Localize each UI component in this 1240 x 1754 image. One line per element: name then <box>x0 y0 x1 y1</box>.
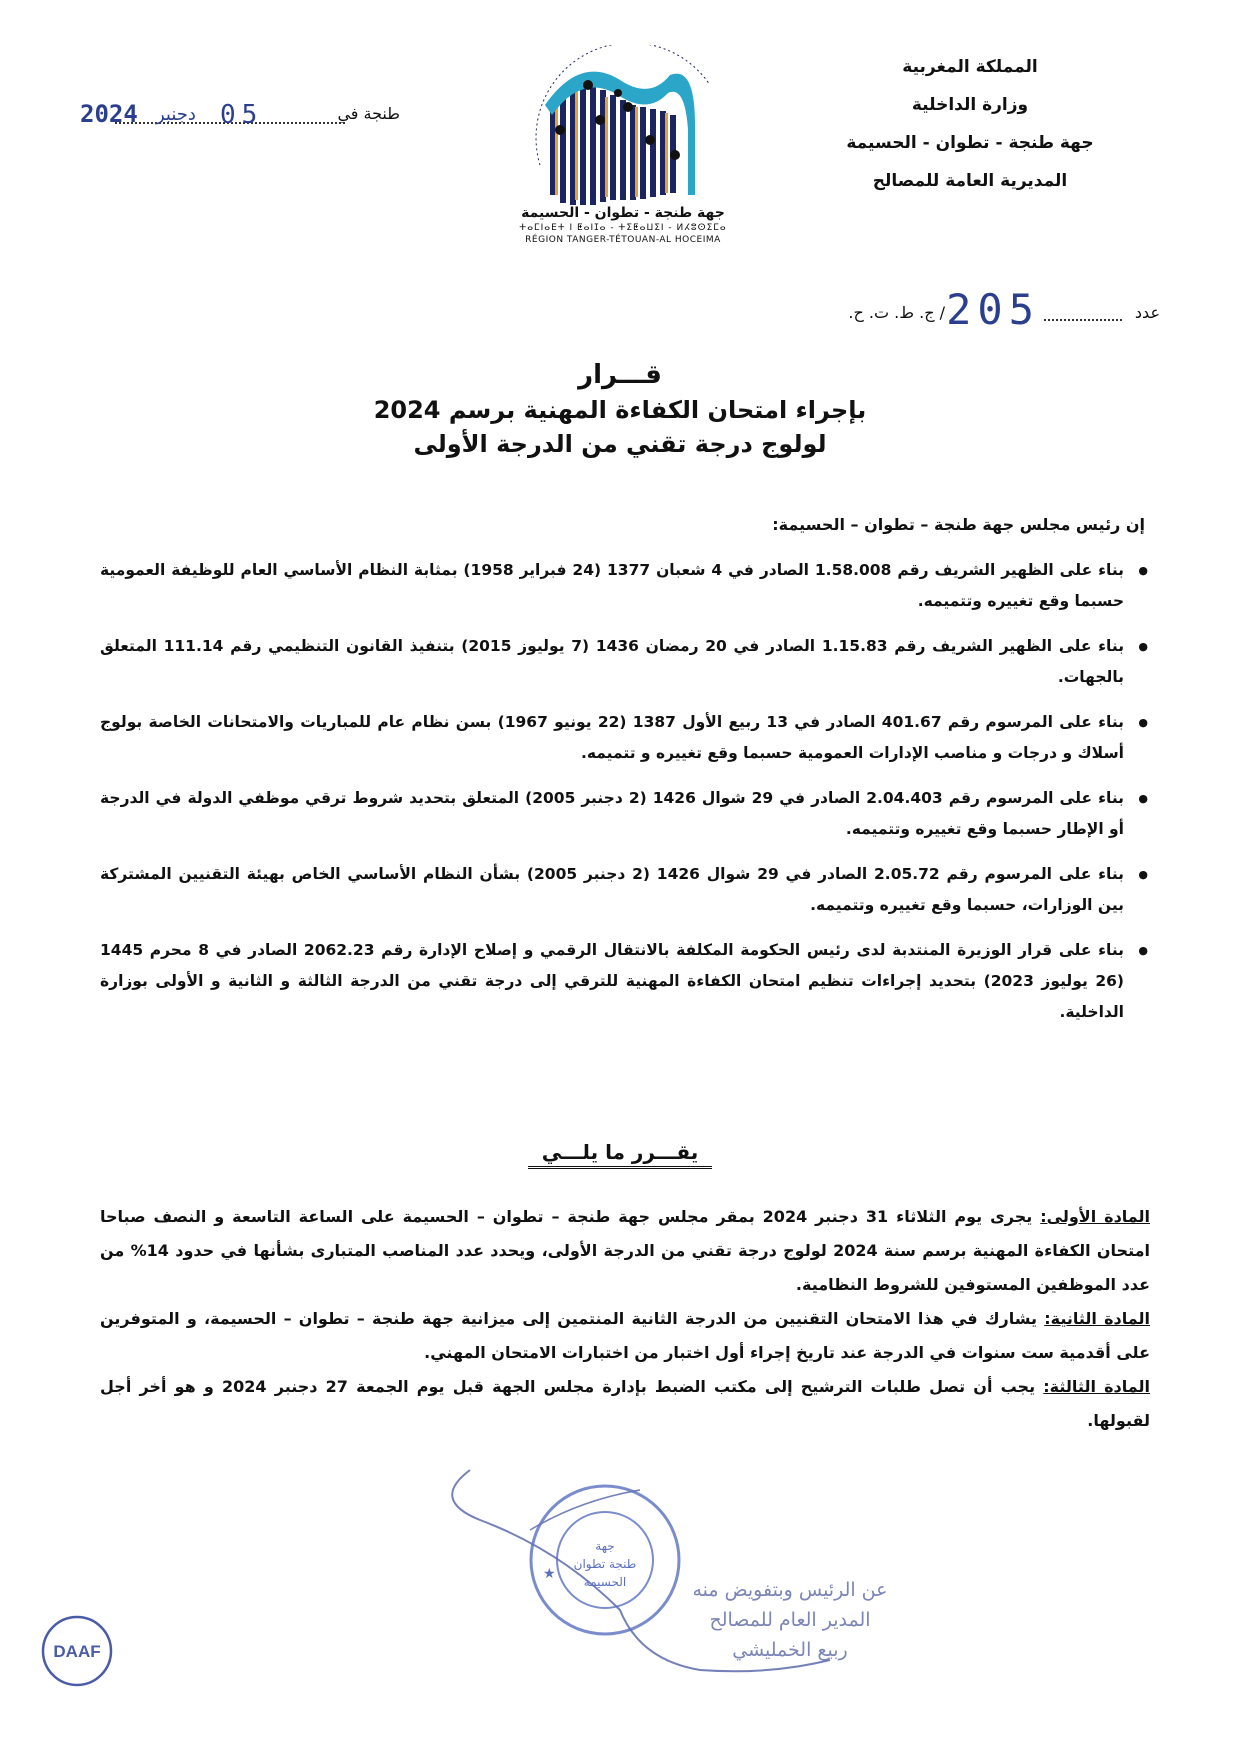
logo-caption <box>498 205 748 245</box>
article-text: يجرى يوم الثلاثاء 31 دجنبر 2024 بمقر مجلس جهة طنجة – تطوان – الحسيمة على الساعة التاسعة و النصف صباحا امتحان الكفاءة المهنية برسم سنة 2024 لولوج درجة تقني من الدرجة الأولى، ويحدد عدد المناصب المتبارى بشأنها في حدود 14% من عدد الموظفين المستوفين للشروط النظامية. <box>100 1207 1151 1294</box>
article-heading: المادة الثانية: <box>1044 1309 1150 1328</box>
decision-title <box>200 360 1040 458</box>
svg-text:★: ★ <box>543 1566 556 1582</box>
decides-text: يقـــرر ما يلـــي <box>528 1140 713 1169</box>
number-dots <box>1044 319 1122 321</box>
article-text: يجب أن تصل طلبات الترشيح إلى مكتب الضبط بإدارة مجلس الجهة قبل يوم الجمعة 27 دجنبر 2024 و هو أخر أجل لقبولها. <box>100 1377 1150 1430</box>
signature-block <box>640 1575 940 1665</box>
list-item: ● بناء على الظهير الشريف رقم 1.15.83 الصادر في 20 رمضان 1436 (7 يوليوز 2015) بتنفيذ القانون التنظيمي رقم 111.14 المتعلق بالجهات. <box>100 631 1150 693</box>
date-day: 05 <box>220 100 264 130</box>
list-item: ● بناء على الظهير الشريف رقم 1.58.008 الصادر في 4 شعبان 1377 (24 فبراير 1958) بمثابة النظام الأساسي العام للوظيفة العمومية حسبما وقع تغييره وتتميمه. <box>100 555 1150 617</box>
date-line <box>80 100 400 144</box>
title-line-1: قـــرار <box>578 360 662 390</box>
articles-section <box>100 1200 1150 1438</box>
reference-number <box>820 285 1160 335</box>
signature-line-1: عن الرئيس وبتفويض منه <box>692 1579 888 1601</box>
considerations-list <box>100 555 1150 1042</box>
date-year: 2024 <box>80 100 138 128</box>
list-item: ● بناء على المرسوم رقم 2.05.72 الصادر في 29 شوال 1426 (2 دجنبر 2005) بشأن النظام الأساسي الخاص بهيئة التقنيين المشتركة بين الوزارات، حسبما وقع تغييره وتتميمه. <box>100 859 1150 921</box>
svg-text:الحسيمة: الحسيمة <box>583 1575 627 1589</box>
logo-caption-arabic: جهة طنجة - تطوان - الحسيمة <box>521 205 725 221</box>
article-1 <box>100 1200 1150 1302</box>
date-month: دجنبر <box>156 104 196 125</box>
svg-text:طنجة تطوان: طنجة تطوان <box>573 1557 637 1571</box>
title-line-2: بإجراء امتحان الكفاءة المهنية برسم 2024 <box>373 396 867 424</box>
kingdom-name: المملكة المغربية <box>902 57 1038 77</box>
daaf-badge-text: DAAF <box>53 1642 101 1661</box>
number-suffix: / ج. ط. ت. ح. <box>848 303 945 322</box>
article-heading: المادة الثالثة: <box>1043 1377 1150 1396</box>
list-item: ● بناء على قرار الوزيرة المنتدبة لدى رئيس الحكومة المكلفة بالانتقال الرقمي و إصلاح الإدارة رقم 2062.23 الصادر في 8 محرم 1445 (26 يوليوز 2023) بتحديد إجراءات تنظيم امتحان الكفاءة المهنية للترقي إلى درجة تقني من الدرجة الثالثة و الثانية و الأولى بوزارة الداخلية. <box>100 935 1150 1028</box>
date-label: طنجة في <box>337 104 400 123</box>
article-text: يشارك في هذا الامتحان التقنيين من الدرجة الثانية المنتمين إلى ميزانية جهة طنجة – تطوان – الحسيمة، و المتوفرين على أقدمية ست سنوات في الدرجة عند تاريخ إجراء أول اختبار من اختبارات الامتحان المهني. <box>100 1309 1150 1362</box>
svg-text:جهة: جهة <box>595 1539 615 1553</box>
signature-line-3: ربيع الخمليشي <box>732 1639 848 1661</box>
issuer-header <box>805 52 1135 204</box>
region-name: جهة طنجة - تطوان - الحسيمة <box>846 133 1094 153</box>
list-item: ● بناء على المرسوم رقم 401.67 الصادر في 13 ربيع الأول 1387 (22 يونيو 1967) بسن نظام عام للمباريات والامتحانات الخاصة بولوج أسلاك و درجات و مناصب الإدارات العمومية حسبما وقع تغييره و تتميمه. <box>100 707 1150 769</box>
logo-caption-french: RÉGION TANGER-TÉTOUAN-AL HOCEIMA <box>525 235 721 245</box>
number-value: 205 <box>946 285 1040 334</box>
article-2 <box>100 1302 1150 1370</box>
ministry-name: وزارة الداخلية <box>911 95 1029 115</box>
title-line-3: لولوج درجة تقني من الدرجة الأولى <box>413 430 827 458</box>
logo-caption-tifinagh: ⵜⴰⵎⵏⴰⴹⵜ ⵏ ⵟⴰⵏⵊⴰ - ⵜⵉⵟⴰⵡⵉⵏ - ⵍⵃⵓⵙⵉⵎⴰ <box>519 223 727 233</box>
list-item: ● بناء على المرسوم رقم 2.04.403 الصادر في 29 شوال 1426 (2 دجنبر 2005) المتعلق بتحديد شروط ترقي موظفي الدولة في الدرجة أو الإطار حسبما وقع تغييره وتتميمه. <box>100 783 1150 845</box>
signature-line-2: المدير العام للمصالح <box>709 1609 871 1631</box>
number-label: عدد <box>1134 303 1160 322</box>
decides-heading <box>0 1140 1240 1164</box>
article-3 <box>100 1370 1150 1438</box>
daaf-badge-icon <box>38 1612 116 1690</box>
intro-line: إن رئيس مجلس جهة طنجة – تطوان – الحسيمة: <box>772 515 1145 534</box>
directorate-name: المديرية العامة للمصالح <box>872 171 1068 191</box>
region-logo <box>500 45 750 215</box>
article-heading: المادة الأولى: <box>1040 1207 1151 1226</box>
